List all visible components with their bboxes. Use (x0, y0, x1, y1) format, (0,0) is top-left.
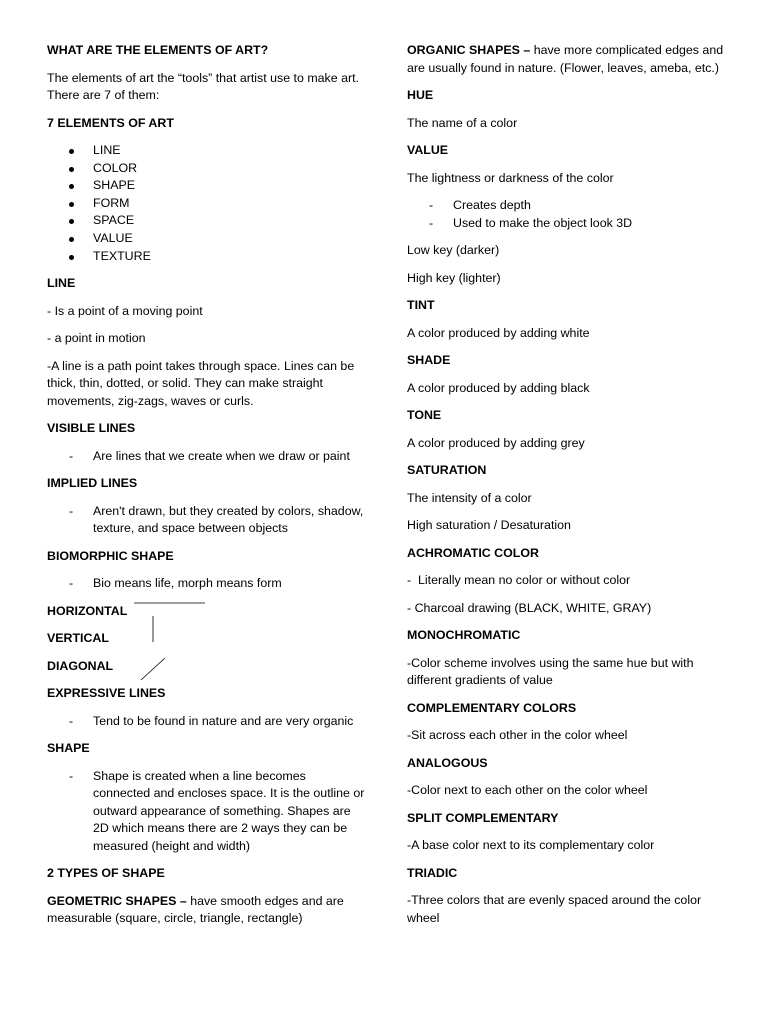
bullet-icon (69, 202, 74, 207)
tint-text: A color produced by adding white (407, 325, 590, 340)
bullet-icon (69, 219, 74, 224)
hue-text: The name of a color (407, 115, 518, 130)
expressive-lines-heading: EXPRESSIVE LINES (47, 686, 166, 701)
split-complementary-text: -A base color next to its complementary color (407, 838, 655, 852)
organic-shapes-label: ORGANIC SHAPES – (407, 43, 531, 57)
organic-shapes-text: have more complicated edges and are usually found in nature. (Flower, leaves, ameba, etc.) (407, 43, 724, 75)
list-item: - Aren't drawn, but they created by colors, shadow, texture, and space between objects (69, 503, 364, 536)
achromatic-heading: ACHROMATIC COLOR (407, 545, 539, 560)
analogous-text: -Color next to each other on the color wheel (407, 783, 648, 797)
diagonal-line-row (47, 658, 365, 676)
bullet-icon (69, 149, 74, 154)
biomorphic-heading: BIOMORPHIC SHAPE (47, 548, 174, 563)
split-complementary-heading: SPLIT COMPLEMENTARY (407, 810, 559, 825)
shade-text: A color produced by adding black (407, 380, 590, 395)
list-item: - Shape is created when a line becomes connected and encloses space. It is the outline or outward appearance of something. Shapes are 2D which means there are 2 ways they can be measured (height and width) (69, 768, 365, 853)
organic-shapes-paragraph (407, 42, 727, 77)
value-text: The lightness or darkness of the color (407, 170, 614, 185)
hue-heading: HUE (407, 88, 434, 102)
right-column (407, 42, 727, 937)
expressive-lines-list (47, 713, 365, 731)
list-item: - Creates depth (429, 198, 531, 212)
saturation-text-2: High saturation / Desaturation (407, 518, 571, 532)
shape-heading: SHAPE (47, 741, 90, 756)
geometric-shapes-label: GEOMETRIC SHAPES – (47, 893, 187, 908)
list-item: VALUE (47, 230, 365, 248)
achromatic-text-2: - Charcoal drawing (BLACK, WHITE, GRAY) (407, 600, 652, 615)
intro-paragraph: The elements of art the “tools” that artist use to make art. There are 7 of them: (47, 70, 359, 102)
list-item: - Used to make the object look 3D (429, 215, 633, 230)
value-list (407, 197, 727, 232)
monochromatic-heading: MONOCHROMATIC (407, 628, 521, 642)
list-item: - Are lines that we create when we draw or paint (69, 448, 350, 463)
implied-lines-list (47, 503, 365, 538)
vertical-line-row (47, 630, 365, 648)
analogous-heading: ANALOGOUS (407, 755, 488, 770)
complementary-text: -Sit across each other in the color wheel (407, 728, 628, 742)
triadic-heading: TRIADIC (407, 865, 458, 880)
low-key-text: Low key (darker) (407, 243, 500, 257)
shade-heading: SHADE (407, 353, 451, 367)
line-text-2: - a point in motion (47, 331, 146, 346)
monochromatic-text: -Color scheme involves using the same hue but with different gradients of value (407, 655, 694, 687)
tint-heading: TINT (407, 298, 435, 312)
horizontal-line-row (47, 603, 365, 621)
list-item: - Tend to be found in nature and are very organic (69, 713, 354, 728)
implied-lines-heading: IMPLIED LINES (47, 476, 138, 491)
visible-lines-list (47, 448, 365, 466)
bullet-icon (69, 167, 74, 172)
bullet-icon (69, 184, 74, 189)
left-column (47, 42, 365, 938)
geometric-shapes-paragraph (47, 893, 365, 928)
list-item: TEXTURE (47, 248, 365, 266)
line-text-3: -A line is a path point takes through space. Lines can be thick, thin, dotted, or solid. They can make straight movements, zig-zags, waves or curls. (47, 358, 355, 408)
list-item: SHAPE (47, 177, 365, 195)
value-heading: VALUE (407, 143, 449, 157)
document-title: WHAT ARE THE ELEMENTS OF ART? (47, 43, 269, 57)
list-item: LINE (47, 142, 365, 160)
line-text-1: - Is a point of a moving point (47, 303, 203, 318)
seven-elements-heading: 7 ELEMENTS OF ART (47, 115, 174, 130)
shape-list (47, 768, 365, 856)
vertical-line-sample (47, 630, 48, 631)
triadic-text: -Three colors that are evenly spaced around the color wheel (407, 893, 702, 925)
complementary-heading: COMPLEMENTARY COLORS (407, 700, 577, 715)
line-heading: LINE (47, 276, 76, 291)
achromatic-text-1: - Literally mean no color or without color (407, 573, 631, 587)
saturation-text-1: The intensity of a color (407, 490, 532, 505)
types-of-shape-heading: 2 TYPES OF SHAPE (47, 866, 165, 881)
tone-text: A color produced by adding grey (407, 435, 585, 450)
list-item: - Bio means life, morph means form (69, 576, 282, 591)
high-key-text: High key (lighter) (407, 270, 501, 285)
bullet-icon (69, 237, 74, 242)
tone-heading: TONE (407, 408, 442, 422)
diagonal-label: DIAGONAL (47, 658, 114, 673)
list-item: SPACE (47, 212, 365, 230)
horizontal-line-sample (47, 603, 48, 604)
saturation-heading: SATURATION (407, 463, 487, 477)
geometric-shapes-text: have smooth edges and are measurable (square, circle, triangle, rectangle) (47, 893, 344, 926)
bullet-icon (69, 255, 74, 260)
horizontal-label: HORIZONTAL (47, 603, 128, 618)
diagonal-line-sample (47, 658, 48, 659)
seven-elements-list (47, 142, 365, 265)
vertical-label: VERTICAL (47, 631, 109, 646)
biomorphic-list (47, 575, 365, 593)
visible-lines-heading: VISIBLE LINES (47, 421, 136, 436)
list-item: COLOR (47, 160, 365, 178)
list-item: FORM (47, 195, 365, 213)
